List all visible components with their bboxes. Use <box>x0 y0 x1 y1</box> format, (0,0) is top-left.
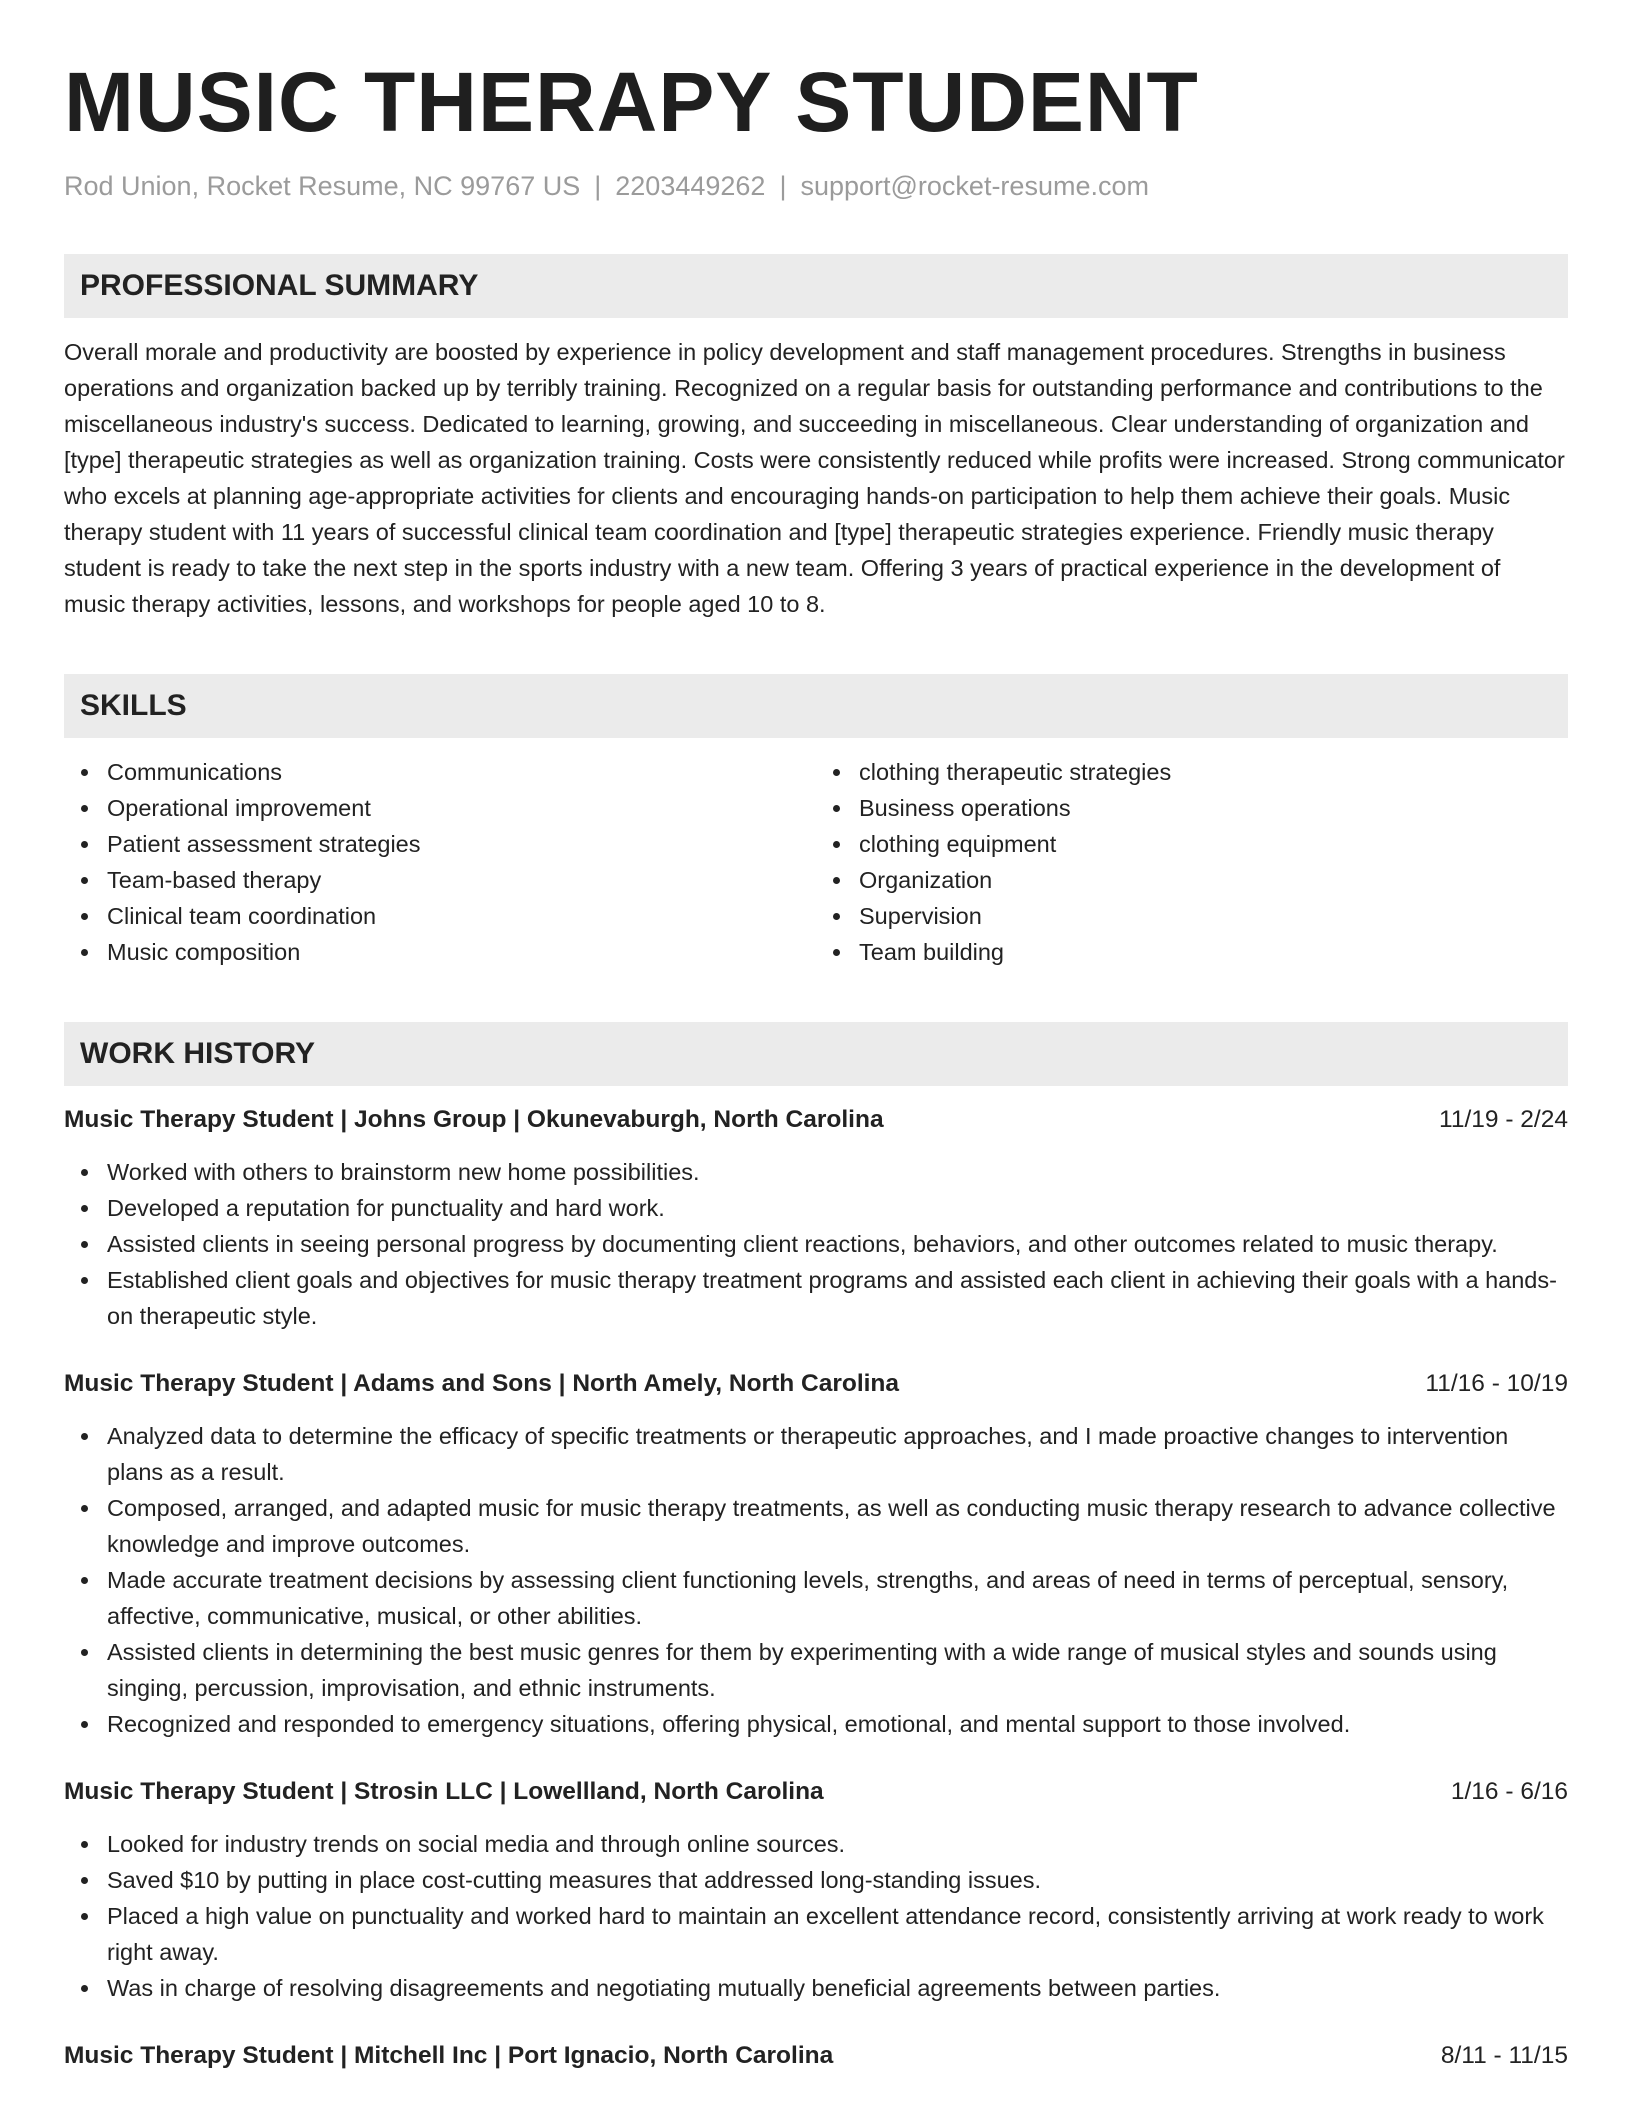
skill-item: Organization <box>859 862 1568 898</box>
job-entry <box>64 2038 1568 2074</box>
job-bullet: Composed, arranged, and adapted music for music therapy treatments, as well as conducting music therapy research to advance collective knowledge and improve outcomes. <box>107 1490 1568 1562</box>
section-heading-skills: SKILLS <box>64 674 1568 738</box>
contact-separator: | <box>594 171 602 201</box>
skill-item: Patient assessment strategies <box>107 826 816 862</box>
contact-address: Rod Union, Rocket Resume, NC 99767 US <box>64 171 581 201</box>
skill-item: Music composition <box>107 934 816 970</box>
skill-item: Team building <box>859 934 1568 970</box>
job-bullet: Was in charge of resolving disagreements and negotiating mutually beneficial agreements between parties. <box>107 1970 1568 2006</box>
job-bullet: Developed a reputation for punctuality and hard work. <box>107 1190 1568 1226</box>
job-bullets <box>64 1154 1568 1334</box>
job-title: Music Therapy Student | Johns Group | Okunevaburgh, North Carolina <box>64 1106 884 1133</box>
job-entry <box>64 1774 1568 2006</box>
skill-item: Clinical team coordination <box>107 898 816 934</box>
job-bullets <box>64 1826 1568 2006</box>
job-bullet: Made accurate treatment decisions by assessing client functioning levels, strengths, and areas of need in terms of perceptual, sensory, affective, communicative, musical, or other abilities. <box>107 1562 1568 1634</box>
contact-phone: 2203449262 <box>615 171 766 201</box>
job-bullet: Placed a high value on punctuality and worked hard to maintain an excellent attendance record, consistently arriving at work ready to work right away. <box>107 1898 1568 1970</box>
job-bullet: Worked with others to brainstorm new home possibilities. <box>107 1154 1568 1190</box>
job-header <box>64 1774 1568 1810</box>
skills-column-right <box>816 754 1568 970</box>
job-dates: 8/11 - 11/15 <box>1440 2042 1568 2069</box>
job-title: Music Therapy Student | Adams and Sons | North Amely, North Carolina <box>64 1370 900 1397</box>
summary-text: Overall morale and productivity are boosted by experience in policy development and staff management procedures. Strengths in business operations and organization backed up by terribly training. Recognized on a regular basis for outstanding performance and contributions to the miscellaneous industry's success. Dedicated to learning, growing, and succeeding in miscellaneous. Clear understanding of organization and [type] therapeutic strategies as well as organization training. Costs were consistently reduced while profits were increased. Strong communicator who excels at planning age-appropriate activities for clients and encouraging hands-on participation to help them achieve their goals. Music therapy student with 11 years of successful clinical team coordination and [type] therapeutic strategies experience. Friendly music therapy student is ready to take the next step in the sports industry with a new team. Offering 3 years of practical experience in the development of music therapy activities, lessons, and workshops for people aged 10 to 8. <box>64 339 1565 617</box>
skills-list <box>64 754 1568 970</box>
skill-item: clothing equipment <box>859 826 1568 862</box>
job-bullet: Assisted clients in determining the best music genres for them by experimenting with a wide range of musical styles and sounds using singing, percussion, improvisation, and ethnic instruments. <box>107 1634 1568 1706</box>
job-dates: 11/16 - 10/19 <box>1425 1370 1568 1397</box>
resume-name: MUSIC THERAPY STUDENT <box>64 55 1199 149</box>
section-heading-summary: PROFESSIONAL SUMMARY <box>64 254 1568 318</box>
job-bullet: Saved $10 by putting in place cost-cutting measures that addressed long-standing issues. <box>107 1862 1568 1898</box>
skill-item: Business operations <box>859 790 1568 826</box>
section-heading-work-history: WORK HISTORY <box>64 1022 1568 1086</box>
skill-item: Communications <box>107 754 816 790</box>
job-bullet: Recognized and responded to emergency situations, offering physical, emotional, and mental support to those involved. <box>107 1706 1568 1742</box>
job-bullets <box>64 1418 1568 1742</box>
skill-item: Operational improvement <box>107 790 816 826</box>
contact-line <box>64 168 1568 204</box>
job-header <box>64 2038 1568 2074</box>
job-entry <box>64 1102 1568 1334</box>
job-bullet: Assisted clients in seeing personal progress by documenting client reactions, behaviors, and other outcomes related to music therapy. <box>107 1226 1568 1262</box>
job-header <box>64 1366 1568 1402</box>
skill-item: Team-based therapy <box>107 862 816 898</box>
job-title: Music Therapy Student | Mitchell Inc | Port Ignacio, North Carolina <box>64 2042 834 2069</box>
job-bullet: Established client goals and objectives for music therapy treatment programs and assisted each client in achieving their goals with a hands-on therapeutic style. <box>107 1262 1568 1334</box>
skills-column-left <box>64 754 816 970</box>
job-header <box>64 1102 1568 1138</box>
job-dates: 1/16 - 6/16 <box>1450 1778 1568 1805</box>
job-bullet: Analyzed data to determine the efficacy of specific treatments or therapeutic approaches, and I made proactive changes to intervention plans as a result. <box>107 1418 1568 1490</box>
job-bullet: Looked for industry trends on social media and through online sources. <box>107 1826 1568 1862</box>
contact-email[interactable]: support@rocket-resume.com <box>800 171 1149 201</box>
job-dates: 11/19 - 2/24 <box>1439 1106 1568 1133</box>
job-entry <box>64 1366 1568 1742</box>
job-title: Music Therapy Student | Strosin LLC | Lowellland, North Carolina <box>64 1778 824 1805</box>
contact-separator: | <box>779 171 787 201</box>
skill-item: clothing therapeutic strategies <box>859 754 1568 790</box>
skill-item: Supervision <box>859 898 1568 934</box>
